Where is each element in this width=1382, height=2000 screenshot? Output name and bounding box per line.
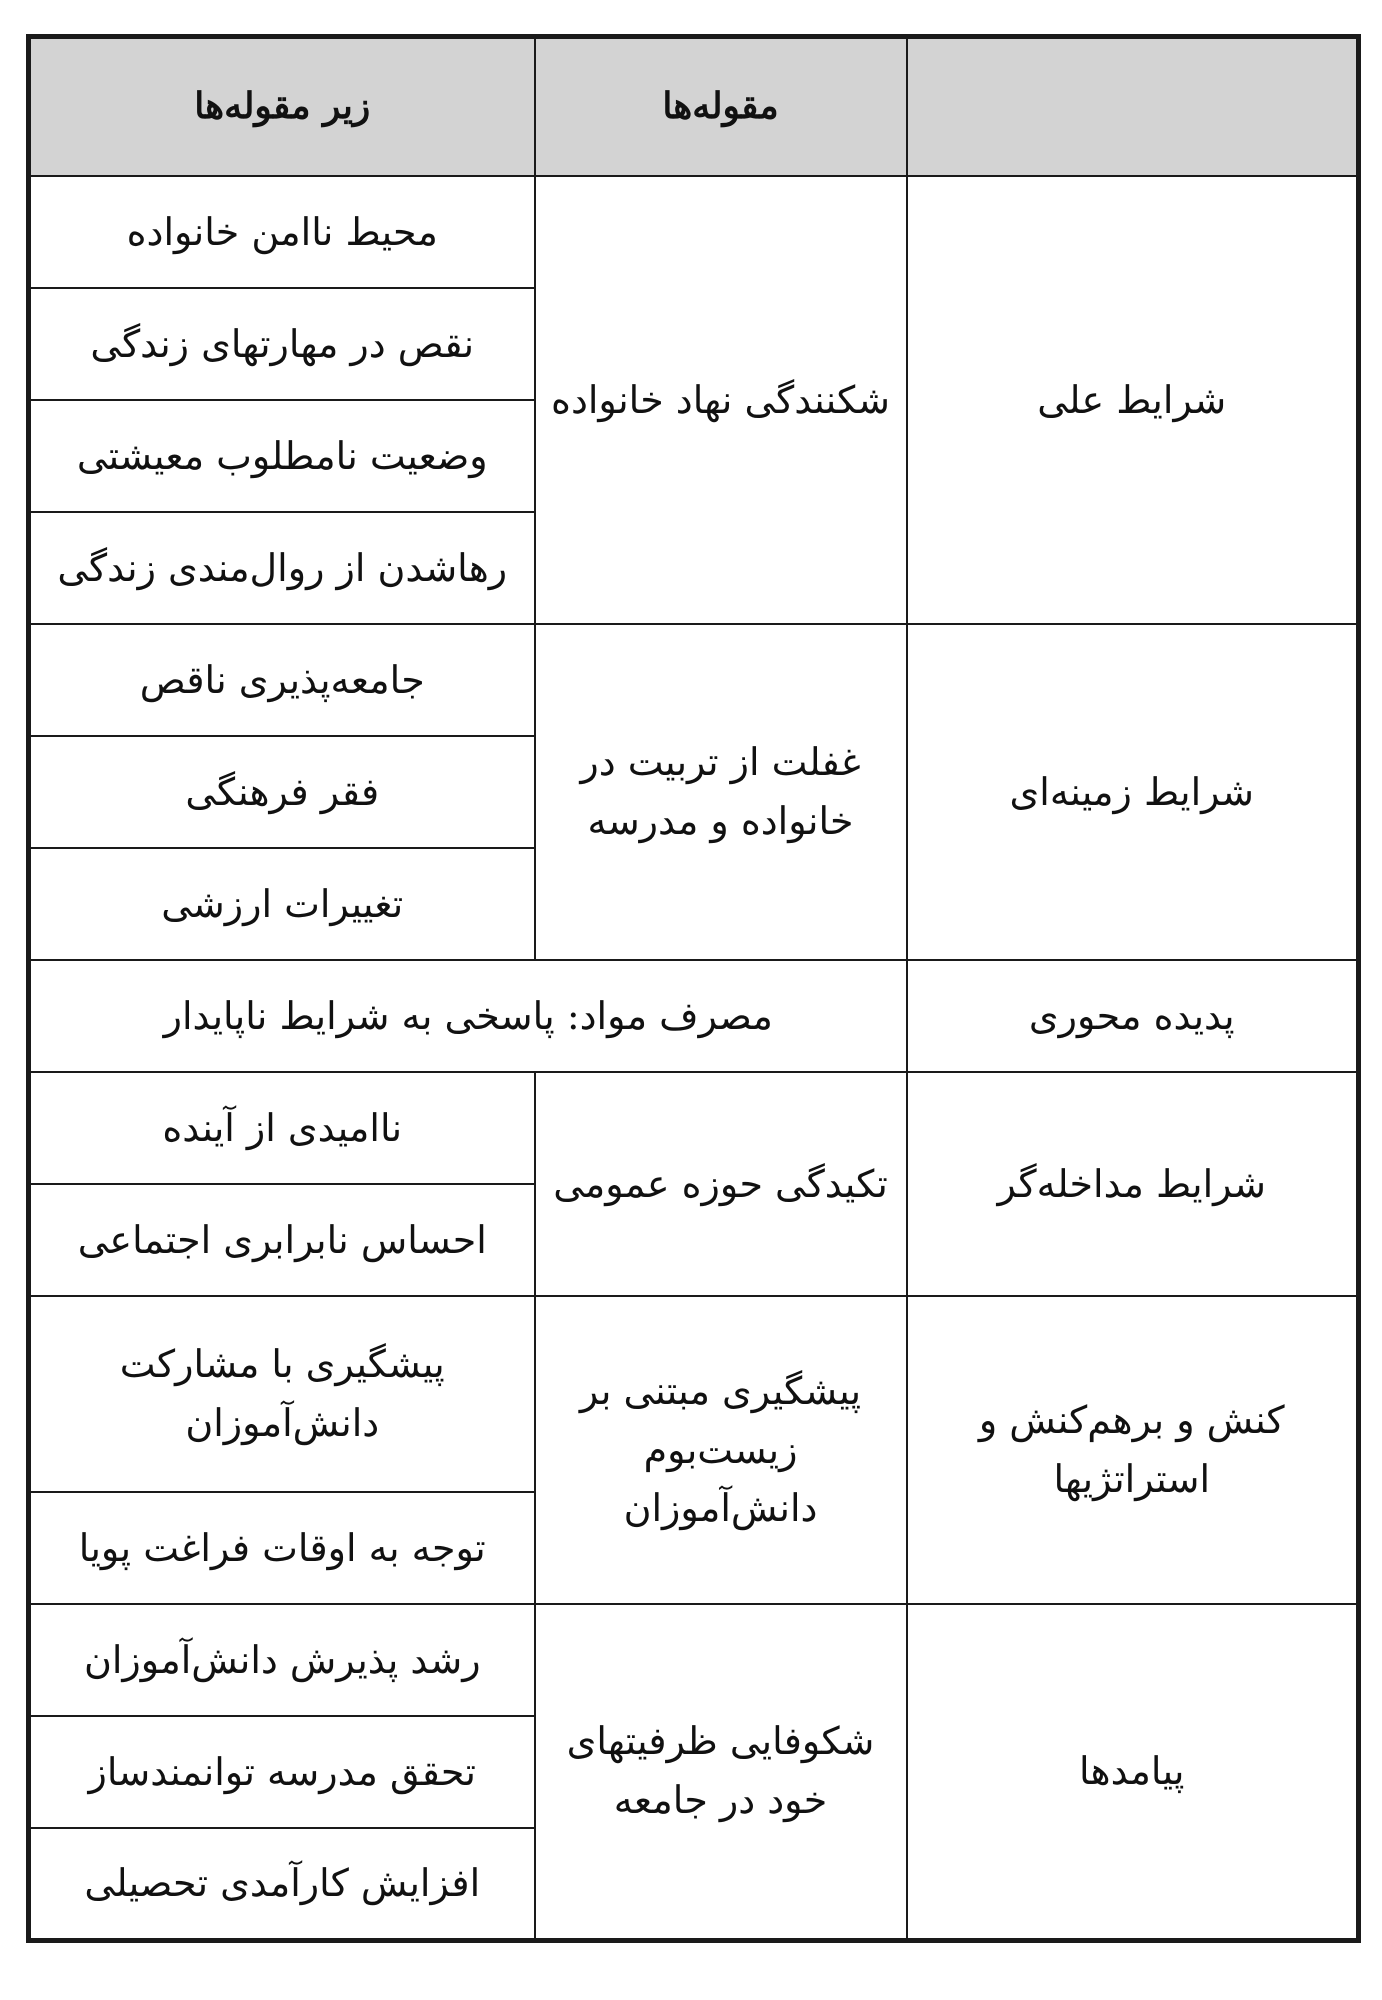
- subcategory-cell: توجه به اوقات فراغت پویا: [29, 1492, 535, 1604]
- subcategory-cell: ناامیدی از آینده: [29, 1072, 535, 1184]
- subcategory-cell: تحقق مدرسه توانمندساز: [29, 1716, 535, 1828]
- subcategory-cell: احساس نابرابری اجتماعی: [29, 1184, 535, 1296]
- table-row: [29, 1296, 1359, 1492]
- condition-type-cell: شرایط مداخله‌گر: [907, 1072, 1359, 1296]
- category-cell: شکنندگی نهاد خانواده: [535, 176, 907, 624]
- condition-type-cell: شرایط زمینه‌ای: [907, 624, 1359, 960]
- category-cell: پیشگیری مبتنی بر زیست‌بوم دانش‌آموزان: [535, 1296, 907, 1604]
- table-row: [29, 1604, 1359, 1716]
- subcategory-cell: فقر فرهنگی: [29, 736, 535, 848]
- table-row: [29, 176, 1359, 288]
- condition-type-cell: پدیده محوری: [907, 960, 1359, 1072]
- table-row: [29, 1072, 1359, 1184]
- subcategory-cell: نقص در مهارتهای زندگی: [29, 288, 535, 400]
- table-row: [29, 960, 1359, 1072]
- header-type: [907, 37, 1359, 177]
- central-phenomenon-cell: مصرف مواد: پاسخی به شرایط ناپایدار: [29, 960, 907, 1072]
- subcategory-cell: افزایش کارآمدی تحصیلی: [29, 1828, 535, 1940]
- paradigm-table: [26, 34, 1361, 1943]
- subcategory-cell: رشد پذیرش دانش‌آموزان: [29, 1604, 535, 1716]
- table-row: [29, 624, 1359, 736]
- subcategory-cell: تغییرات ارزشی: [29, 848, 535, 960]
- category-cell: شکوفایی ظرفیتهای خود در جامعه: [535, 1604, 907, 1940]
- condition-type-cell: کنش و برهم‌کنش و استراتژیها: [907, 1296, 1359, 1604]
- subcategory-cell: پیشگیری با مشارکت دانش‌آموزان: [29, 1296, 535, 1492]
- category-cell: غفلت از تربیت در خانواده و مدرسه: [535, 624, 907, 960]
- header-subcategory: زیر مقوله‌ها: [29, 37, 535, 177]
- condition-type-cell: شرایط علی: [907, 176, 1359, 624]
- subcategory-cell: محیط ناامن خانواده: [29, 176, 535, 288]
- category-cell: تکیدگی حوزه عمومی: [535, 1072, 907, 1296]
- condition-type-cell: پیامدها: [907, 1604, 1359, 1940]
- header-row: [29, 37, 1359, 177]
- header-category: مقوله‌ها: [535, 37, 907, 177]
- subcategory-cell: وضعیت نامطلوب معیشتی: [29, 400, 535, 512]
- subcategory-cell: جامعه‌پذیری ناقص: [29, 624, 535, 736]
- page: [26, 34, 1356, 1943]
- subcategory-cell: رهاشدن از روال‌مندی زندگی: [29, 512, 535, 624]
